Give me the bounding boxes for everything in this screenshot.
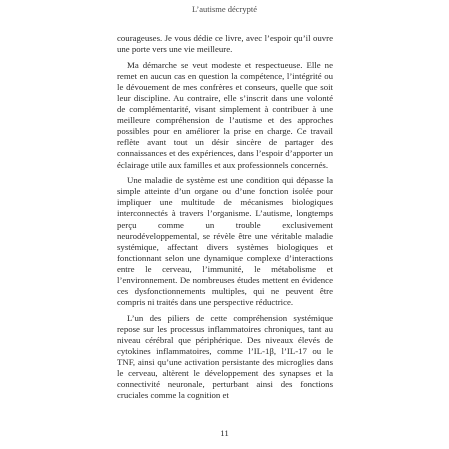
running-header: L’autisme décrypté: [191, 4, 258, 14]
paragraph-approach: Ma démarche se veut modeste et respectueuse. Elle ne remet en aucun cas en question la compétence, l’intégrité ou le dévouement de mes confrères et conseurs, quelle que soit leur discipline. Au contraire, elle s’inscrit dans une volonté de complémentarité, visant simplement à contribuer à une meilleure compréhension de l’autisme et des approches possibles pour en améliorer la prise en charge. Ce travail reflète avant tout un désir sincère de partager des connaissances et des expériences, dans l’espoir d’apporter un éclairage utile aux familles et aux professionnels concernés.: [117, 59, 333, 170]
paragraph-continuation: courageuses. Je vous dédie ce livre, avec l’espoir qu’il ouvre une porte vers une vie meilleure.: [117, 33, 333, 55]
page-body: [117, 33, 333, 406]
paragraph-inflammation: L’un des piliers de cette compréhension systémique repose sur les processus inflammatoires chroniques, tant au niveau cérébral que périphérique. Des niveaux élevés de cytokines inflammatoires, comme l’IL-1β, l’IL-17 ou le TNF, ainsi qu’une activation persistante des microglies dans le cerveau, altèrent le développement des synapses et la connectivité neuronale, perturbant ainsi des fonctions cruciales comme la cognition et: [117, 312, 333, 401]
paragraph-systemic-disease: Une maladie de système est une condition qui dépasse la simple atteinte d’un organe ou d’une fonction isolée pour impliquer une multitude de mécanismes biologiques interconnectés à travers l’organisme. L’autisme, longtemps perçu comme un trouble exclusivement neurodéveloppemental, se révèle être une véritable maladie systémique, affectant divers systèmes biologiques et fonctionnant selon une dynamique complexe d’interactions entre le cerveau, l’immunité, le métabolisme et l’environnement. De nombreuses études mettent en évidence ces dysfonctionnements multiples, qui ne peuvent être compris ni traités dans une perspective réductrice.: [117, 175, 333, 308]
page-number: 11: [220, 428, 229, 438]
